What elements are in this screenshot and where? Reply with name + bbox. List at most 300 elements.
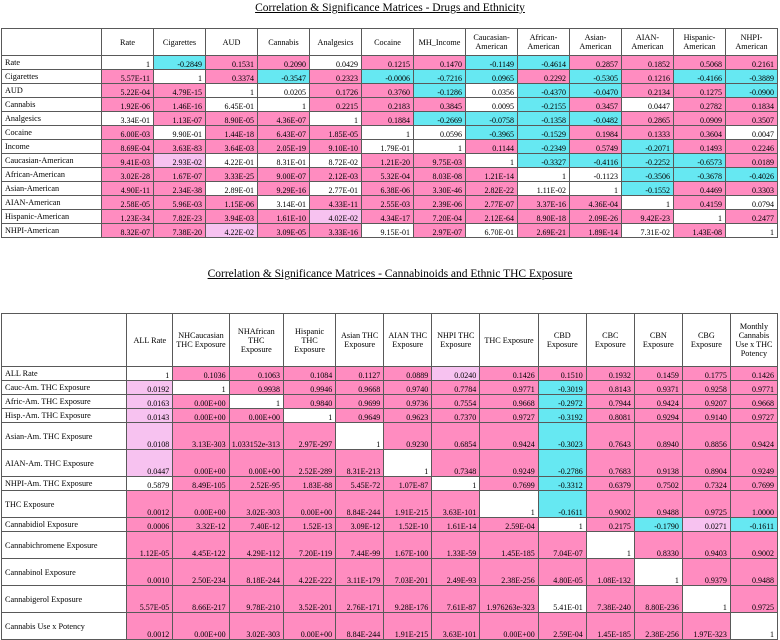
matrix-cell: 3.63E-101 bbox=[432, 613, 480, 640]
matrix-cell: 1 bbox=[154, 70, 206, 84]
matrix-cell: 1.67E-07 bbox=[154, 168, 206, 182]
matrix-cell: 1.033152e-313 bbox=[229, 423, 283, 450]
matrix-cell: 1.61E-10 bbox=[258, 210, 310, 224]
matrix-cell: 1 bbox=[310, 112, 362, 126]
matrix-cell: 8.31E-01 bbox=[258, 154, 310, 168]
matrix-cell: 0.9727 bbox=[730, 409, 777, 423]
matrix-cell: 0.9140 bbox=[682, 409, 730, 423]
matrix-cell: 0.1333 bbox=[622, 126, 674, 140]
matrix-cell: 1.33E-59 bbox=[432, 532, 480, 559]
matrix-cell: 2.50E-234 bbox=[173, 559, 229, 586]
row-label: Cocaine bbox=[2, 126, 102, 140]
matrix-cell: 0.1726 bbox=[310, 84, 362, 98]
table-row bbox=[2, 559, 778, 586]
matrix-cell: 3.32E-12 bbox=[173, 518, 229, 532]
matrix-cell: 1 bbox=[538, 518, 586, 532]
matrix-cell: 8.69E-04 bbox=[102, 140, 154, 154]
matrix-cell: 0.5749 bbox=[570, 140, 622, 154]
table-row bbox=[2, 70, 778, 84]
column-header: AIAN-American bbox=[622, 29, 674, 56]
matrix-cell: -0.1286 bbox=[414, 84, 466, 98]
column-header: Rate bbox=[102, 29, 154, 56]
matrix-cell: 6.38E-06 bbox=[362, 182, 414, 196]
matrix-cell: 0.1531 bbox=[206, 56, 258, 70]
matrix-cell: -0.4614 bbox=[518, 56, 570, 70]
matrix-cell: 0.7944 bbox=[586, 395, 634, 409]
matrix-cell: 0.0794 bbox=[726, 196, 778, 210]
table-row bbox=[2, 168, 778, 182]
matrix-cell: 3.30E-46 bbox=[414, 182, 466, 196]
matrix-cell: 0.7324 bbox=[682, 477, 730, 491]
column-header: Cocaine bbox=[362, 29, 414, 56]
matrix-cell: 9.75E-03 bbox=[414, 154, 466, 168]
matrix-cell: 0.0447 bbox=[622, 98, 674, 112]
table-row bbox=[2, 491, 778, 518]
matrix-cell: 0.0108 bbox=[127, 423, 173, 450]
row-label: NHPI-Am. THC Exposure bbox=[2, 477, 127, 491]
matrix-cell: 0.1834 bbox=[726, 98, 778, 112]
matrix-cell: 0.8940 bbox=[634, 423, 682, 450]
matrix-cell: 3.94E-03 bbox=[206, 210, 258, 224]
matrix-cell: 1.92E-06 bbox=[102, 98, 154, 112]
matrix-cell: 0.0163 bbox=[127, 395, 173, 409]
matrix-cell: 9.42E-23 bbox=[622, 210, 674, 224]
table-row bbox=[2, 423, 778, 450]
matrix-cell: 0.7683 bbox=[586, 450, 634, 477]
matrix-cell: 3.02E-303 bbox=[229, 491, 283, 518]
matrix-cell: 0.9002 bbox=[730, 532, 777, 559]
matrix-cell: -0.3547 bbox=[258, 70, 310, 84]
matrix-cell: 6.45E-01 bbox=[206, 98, 258, 112]
matrix-cell: 1.07E-87 bbox=[384, 477, 432, 491]
matrix-cell: 1.89E-14 bbox=[570, 224, 622, 238]
matrix-cell: -0.0006 bbox=[362, 70, 414, 84]
matrix-cell: -0.3192 bbox=[538, 409, 586, 423]
matrix-cell: 7.44E-99 bbox=[336, 532, 384, 559]
matrix-cell: 5.32E-04 bbox=[362, 168, 414, 182]
column-header: Cannabis bbox=[258, 29, 310, 56]
matrix-cell: 0.4159 bbox=[674, 196, 726, 210]
matrix-cell: 0.9840 bbox=[283, 395, 335, 409]
matrix-cell: 0.3845 bbox=[414, 98, 466, 112]
matrix-cell: -0.1149 bbox=[466, 56, 518, 70]
matrix-cell: 1 bbox=[362, 126, 414, 140]
matrix-cell: 1.23E-34 bbox=[102, 210, 154, 224]
matrix-cell: 0.1127 bbox=[336, 367, 384, 381]
matrix-cell: -0.1358 bbox=[518, 112, 570, 126]
matrix-cell: 1.43E-08 bbox=[674, 224, 726, 238]
matrix-cell: 3.33E-16 bbox=[310, 224, 362, 238]
matrix-cell: -0.2669 bbox=[414, 112, 466, 126]
matrix-cell: 2.58E-05 bbox=[102, 196, 154, 210]
row-label: ALL Rate bbox=[2, 367, 127, 381]
matrix-cell: 0.8856 bbox=[682, 423, 730, 450]
matrix-cell: 1.45E-185 bbox=[480, 532, 538, 559]
matrix-cell: 1.83E-88 bbox=[283, 477, 335, 491]
column-header: CBC Exposure bbox=[586, 314, 634, 367]
matrix-cell: 0.7784 bbox=[432, 381, 480, 395]
matrix-cell: 7.38E-240 bbox=[586, 586, 634, 613]
matrix-cell: 0.9371 bbox=[634, 381, 682, 395]
row-label: Cannabinol Exposure bbox=[2, 559, 127, 586]
matrix-cell: 0.1084 bbox=[283, 367, 335, 381]
column-header: AIAN THC Exposure bbox=[384, 314, 432, 367]
matrix-cell: 1 bbox=[586, 532, 634, 559]
row-label: NHPI-American bbox=[2, 224, 102, 238]
table-row bbox=[2, 84, 778, 98]
matrix-cell: 2.93E-02 bbox=[154, 154, 206, 168]
matrix-cell: 2.77E-01 bbox=[310, 182, 362, 196]
matrix-cell: 1 bbox=[518, 168, 570, 182]
matrix-cell: 8.90E-05 bbox=[206, 112, 258, 126]
matrix-cell: 1.15E-06 bbox=[206, 196, 258, 210]
row-label: Asian-American bbox=[2, 182, 102, 196]
row-label: Analgesics bbox=[2, 112, 102, 126]
matrix-cell: 3.13E-303 bbox=[173, 423, 229, 450]
matrix-cell: -0.3327 bbox=[518, 154, 570, 168]
matrix-cell: 0.2161 bbox=[726, 56, 778, 70]
matrix-cell: 0.1510 bbox=[538, 367, 586, 381]
matrix-cell: 4.22E-02 bbox=[206, 224, 258, 238]
table-row bbox=[2, 586, 778, 613]
matrix-cell: 2.34E-38 bbox=[154, 182, 206, 196]
matrix-cell: 0.9403 bbox=[682, 532, 730, 559]
matrix-cell: 1 bbox=[570, 182, 622, 196]
matrix-cell: 0.0447 bbox=[127, 450, 173, 477]
matrix-cell: 0.9230 bbox=[384, 423, 432, 450]
row-label: THC Exposure bbox=[2, 491, 127, 518]
row-label: AUD bbox=[2, 84, 102, 98]
matrix-cell: 3.11E-179 bbox=[336, 559, 384, 586]
matrix-cell: 1 bbox=[229, 395, 283, 409]
matrix-cell: 0.1144 bbox=[466, 140, 518, 154]
matrix-cell: 8.84E-244 bbox=[336, 613, 384, 640]
matrix-cell: 4.36E-07 bbox=[258, 112, 310, 126]
matrix-cell: 1 bbox=[414, 140, 466, 154]
row-label: AIAN-American bbox=[2, 196, 102, 210]
matrix-cell: 1 bbox=[480, 491, 538, 518]
matrix-cell: -0.1611 bbox=[730, 518, 777, 532]
matrix-cell: 0.1275 bbox=[674, 84, 726, 98]
matrix-cell: 8.49E-105 bbox=[173, 477, 229, 491]
matrix-cell: 0.5879 bbox=[127, 477, 173, 491]
table-row bbox=[2, 98, 778, 112]
matrix-cell: 2.49E-93 bbox=[432, 559, 480, 586]
matrix-cell: 8.32E-07 bbox=[102, 224, 154, 238]
matrix-cell: 0.0965 bbox=[466, 70, 518, 84]
matrix-cell: 0.2323 bbox=[310, 70, 362, 84]
matrix-cell: 1 bbox=[466, 154, 518, 168]
matrix-cell: 1.44E-18 bbox=[206, 126, 258, 140]
matrix-cell: 1 bbox=[726, 224, 778, 238]
matrix-cell: 0.9424 bbox=[634, 395, 682, 409]
matrix-cell: -0.2349 bbox=[518, 140, 570, 154]
table-2-title: Correlation & Significance Matrices - Cannabinoids and Ethnic THC Exposure bbox=[207, 268, 573, 280]
matrix-cell: 4.34E-17 bbox=[362, 210, 414, 224]
matrix-cell: 2.52E-95 bbox=[229, 477, 283, 491]
matrix-cell: 3.34E-01 bbox=[102, 112, 154, 126]
matrix-cell: 4.79E-15 bbox=[154, 84, 206, 98]
matrix-cell: 2.12E-64 bbox=[466, 210, 518, 224]
table-row bbox=[2, 409, 778, 423]
matrix-cell: 2.12E-03 bbox=[310, 168, 362, 182]
table-row bbox=[2, 154, 778, 168]
column-header: Cigarettes bbox=[154, 29, 206, 56]
matrix-cell: 9.29E-16 bbox=[258, 182, 310, 196]
matrix-cell: 9.78E-210 bbox=[229, 586, 283, 613]
matrix-cell: 3.14E-01 bbox=[258, 196, 310, 210]
matrix-cell: 0.8904 bbox=[682, 450, 730, 477]
matrix-cell: 0.9946 bbox=[283, 381, 335, 395]
matrix-cell: 0.9725 bbox=[730, 586, 777, 613]
matrix-cell: 0.3374 bbox=[206, 70, 258, 84]
matrix-cell: -0.4370 bbox=[518, 84, 570, 98]
matrix-cell: 4.29E-112 bbox=[229, 532, 283, 559]
matrix-cell: 0.2175 bbox=[586, 518, 634, 532]
matrix-cell: 1 bbox=[258, 98, 310, 112]
matrix-cell: 3.09E-05 bbox=[258, 224, 310, 238]
matrix-cell: -0.2786 bbox=[538, 450, 586, 477]
matrix-cell: 5.96E-03 bbox=[154, 196, 206, 210]
matrix-cell: -0.1552 bbox=[622, 182, 674, 196]
matrix-cell: 8.66E-217 bbox=[173, 586, 229, 613]
matrix-cell: 2.76E-171 bbox=[336, 586, 384, 613]
table-row bbox=[2, 381, 778, 395]
table-row bbox=[2, 224, 778, 238]
column-header: CBD Exposure bbox=[538, 314, 586, 367]
matrix-cell: 2.77E-07 bbox=[466, 196, 518, 210]
matrix-cell: 1.85E-05 bbox=[310, 126, 362, 140]
matrix-cell: -0.7216 bbox=[414, 70, 466, 84]
matrix-cell: 0.9379 bbox=[682, 559, 730, 586]
matrix-cell: 0.0095 bbox=[466, 98, 518, 112]
matrix-cell: 0.0012 bbox=[127, 613, 173, 640]
matrix-cell: 2.39E-06 bbox=[414, 196, 466, 210]
matrix-cell: 1.97E-323 bbox=[682, 613, 730, 640]
matrix-cell: 1.13E-07 bbox=[154, 112, 206, 126]
matrix-cell: 1.52E-13 bbox=[283, 518, 335, 532]
row-label: African-American bbox=[2, 168, 102, 182]
matrix-cell: 0.00E+00 bbox=[173, 450, 229, 477]
matrix-cell: 3.63E-101 bbox=[432, 491, 480, 518]
matrix-cell: 0.8330 bbox=[634, 532, 682, 559]
matrix-cell: 2.38E-256 bbox=[480, 559, 538, 586]
table-row bbox=[2, 367, 778, 381]
matrix-cell: 7.04E-07 bbox=[538, 532, 586, 559]
matrix-cell: 0.00E+00 bbox=[173, 613, 229, 640]
matrix-cell: 1 bbox=[730, 613, 777, 640]
matrix-cell: 7.82E-23 bbox=[154, 210, 206, 224]
matrix-cell: 0.9488 bbox=[634, 491, 682, 518]
correlation-matrix-cannabinoids-thc bbox=[1, 313, 778, 640]
matrix-cell: 8.03E-08 bbox=[414, 168, 466, 182]
matrix-cell: 1.08E-132 bbox=[586, 559, 634, 586]
matrix-cell: 0.2090 bbox=[258, 56, 310, 70]
matrix-cell: 1 bbox=[634, 559, 682, 586]
matrix-cell: 0.1775 bbox=[682, 367, 730, 381]
row-label: Afric-Am. THC Exposure bbox=[2, 395, 127, 409]
matrix-cell: 0.9249 bbox=[480, 450, 538, 477]
matrix-cell: 0.9736 bbox=[384, 395, 432, 409]
matrix-cell: 0.1493 bbox=[674, 140, 726, 154]
matrix-cell: 0.0596 bbox=[414, 126, 466, 140]
row-label: Cannabis bbox=[2, 98, 102, 112]
matrix-cell: 0.0205 bbox=[258, 84, 310, 98]
matrix-cell: 2.69E-21 bbox=[518, 224, 570, 238]
matrix-cell: 0.8081 bbox=[586, 409, 634, 423]
matrix-cell: 8.90E-18 bbox=[518, 210, 570, 224]
matrix-cell: 0.1426 bbox=[480, 367, 538, 381]
matrix-cell: 0.4469 bbox=[674, 182, 726, 196]
table-row bbox=[2, 613, 778, 640]
matrix-cell: 5.22E-04 bbox=[102, 84, 154, 98]
matrix-cell: 0.5068 bbox=[674, 56, 726, 70]
matrix-cell: 4.90E-11 bbox=[102, 182, 154, 196]
matrix-cell: 3.02E-28 bbox=[102, 168, 154, 182]
table-row bbox=[2, 518, 778, 532]
matrix-cell: 0.1036 bbox=[173, 367, 229, 381]
matrix-cell: 4.22E-222 bbox=[283, 559, 335, 586]
matrix-cell: 0.00E+00 bbox=[229, 409, 283, 423]
matrix-cell: 1.976263e-323 bbox=[480, 586, 538, 613]
matrix-cell: 7.38E-20 bbox=[154, 224, 206, 238]
matrix-cell: 0.1426 bbox=[730, 367, 777, 381]
column-header: Caucasian-American bbox=[466, 29, 518, 56]
matrix-cell: 1 bbox=[384, 450, 432, 477]
matrix-cell: 1.0000 bbox=[730, 491, 777, 518]
matrix-cell: 8.80E-236 bbox=[634, 586, 682, 613]
column-header: CBN Exposure bbox=[634, 314, 682, 367]
matrix-cell: 2.89E-01 bbox=[206, 182, 258, 196]
matrix-cell: 0.7643 bbox=[586, 423, 634, 450]
matrix-cell: 2.59E-04 bbox=[538, 613, 586, 640]
table-header-row bbox=[2, 29, 778, 56]
table-row bbox=[2, 477, 778, 491]
matrix-cell: 0.1852 bbox=[622, 56, 674, 70]
matrix-cell: 6.00E-03 bbox=[102, 126, 154, 140]
table-row bbox=[2, 126, 778, 140]
matrix-cell: 0.0047 bbox=[726, 126, 778, 140]
matrix-cell: 0.9002 bbox=[586, 491, 634, 518]
matrix-cell: 8.31E-213 bbox=[336, 450, 384, 477]
matrix-cell: -0.2252 bbox=[622, 154, 674, 168]
matrix-cell: 2.38E-256 bbox=[634, 613, 682, 640]
matrix-cell: 0.6379 bbox=[586, 477, 634, 491]
column-header: AUD bbox=[206, 29, 258, 56]
matrix-cell: 3.63E-83 bbox=[154, 140, 206, 154]
matrix-cell: -0.2972 bbox=[538, 395, 586, 409]
matrix-cell: 0.9138 bbox=[634, 450, 682, 477]
matrix-cell: 6.43E-07 bbox=[258, 126, 310, 140]
column-header: Hispanic THC Exposure bbox=[283, 314, 335, 367]
table-row bbox=[2, 210, 778, 224]
matrix-cell: -0.1790 bbox=[634, 518, 682, 532]
matrix-cell: 9.15E-01 bbox=[362, 224, 414, 238]
row-label: Cannabigerol Exposure bbox=[2, 586, 127, 613]
matrix-cell: 0.2183 bbox=[362, 98, 414, 112]
matrix-cell: 0.2857 bbox=[570, 56, 622, 70]
matrix-cell: 0.1459 bbox=[634, 367, 682, 381]
matrix-cell: 5.41E-01 bbox=[538, 586, 586, 613]
matrix-cell: 0.2215 bbox=[310, 98, 362, 112]
matrix-cell: 0.0189 bbox=[726, 154, 778, 168]
matrix-cell: 0.0192 bbox=[127, 381, 173, 395]
column-header: Hispanic-American bbox=[674, 29, 726, 56]
matrix-cell: 2.55E-03 bbox=[362, 196, 414, 210]
matrix-cell: 4.36E-04 bbox=[570, 196, 622, 210]
matrix-cell: 1.21E-14 bbox=[466, 168, 518, 182]
matrix-cell: -0.0758 bbox=[466, 112, 518, 126]
matrix-cell: 1.91E-215 bbox=[384, 491, 432, 518]
matrix-cell: 0.0356 bbox=[466, 84, 518, 98]
matrix-cell: 0.9771 bbox=[480, 381, 538, 395]
matrix-cell: 9.28E-176 bbox=[384, 586, 432, 613]
matrix-cell: 1 bbox=[432, 477, 480, 491]
matrix-cell: -0.3312 bbox=[538, 477, 586, 491]
matrix-cell: 2.09E-26 bbox=[570, 210, 622, 224]
table-row bbox=[2, 196, 778, 210]
matrix-cell: 1 bbox=[682, 586, 730, 613]
matrix-cell: 0.00E+00 bbox=[283, 491, 335, 518]
matrix-cell: 3.33E-25 bbox=[206, 168, 258, 182]
matrix-cell: 1.52E-10 bbox=[384, 518, 432, 532]
header-corner-cell bbox=[2, 29, 102, 56]
matrix-cell: 1.46E-16 bbox=[154, 98, 206, 112]
matrix-cell: 1 bbox=[336, 423, 384, 450]
row-label: AIAN-Am. THC Exposure bbox=[2, 450, 127, 477]
matrix-cell: 7.31E-02 bbox=[622, 224, 674, 238]
matrix-cell: 0.2477 bbox=[726, 210, 778, 224]
matrix-cell: 0.2292 bbox=[518, 70, 570, 84]
table-1-title: Correlation & Significance Matrices - Drugs and Ethnicity bbox=[255, 2, 525, 14]
matrix-cell: 1.21E-20 bbox=[362, 154, 414, 168]
column-header: CBG Exposure bbox=[682, 314, 730, 367]
matrix-cell: 0.9424 bbox=[730, 423, 777, 450]
matrix-cell: 0.1984 bbox=[570, 126, 622, 140]
matrix-cell: 0.0143 bbox=[127, 409, 173, 423]
matrix-cell: 0.9258 bbox=[682, 381, 730, 395]
row-label: Cigarettes bbox=[2, 70, 102, 84]
matrix-cell: 7.61E-87 bbox=[432, 586, 480, 613]
matrix-cell: 2.82E-22 bbox=[466, 182, 518, 196]
matrix-cell: 3.02E-303 bbox=[229, 613, 283, 640]
matrix-cell: -0.0470 bbox=[570, 84, 622, 98]
matrix-cell: 0.3604 bbox=[674, 126, 726, 140]
matrix-cell: 2.52E-289 bbox=[283, 450, 335, 477]
row-label: Cannabis Use x Potency bbox=[2, 613, 127, 640]
column-header: NHCaucasian THC Exposure bbox=[173, 314, 229, 367]
matrix-cell: 0.1884 bbox=[362, 112, 414, 126]
matrix-cell: 1.91E-215 bbox=[384, 613, 432, 640]
matrix-cell: -0.4026 bbox=[726, 168, 778, 182]
matrix-cell: 0.0889 bbox=[384, 367, 432, 381]
matrix-cell: -0.3678 bbox=[674, 168, 726, 182]
column-header: MH_Income bbox=[414, 29, 466, 56]
column-header: NHAfrican THC Exposure bbox=[229, 314, 283, 367]
row-label: Asian-Am. THC Exposure bbox=[2, 423, 127, 450]
matrix-cell: 1.61E-14 bbox=[432, 518, 480, 532]
matrix-cell: -0.1123 bbox=[570, 168, 622, 182]
matrix-cell: 0.00E+00 bbox=[173, 409, 229, 423]
matrix-cell: 9.10E-10 bbox=[310, 140, 362, 154]
row-label: Cannabichromene Exposure bbox=[2, 532, 127, 559]
row-label: Hispanic-American bbox=[2, 210, 102, 224]
row-label: Caucasian-American bbox=[2, 154, 102, 168]
matrix-cell: 0.7348 bbox=[432, 450, 480, 477]
matrix-cell: -0.2849 bbox=[154, 56, 206, 70]
matrix-cell: 5.57E-05 bbox=[127, 586, 173, 613]
matrix-cell: 0.9207 bbox=[682, 395, 730, 409]
